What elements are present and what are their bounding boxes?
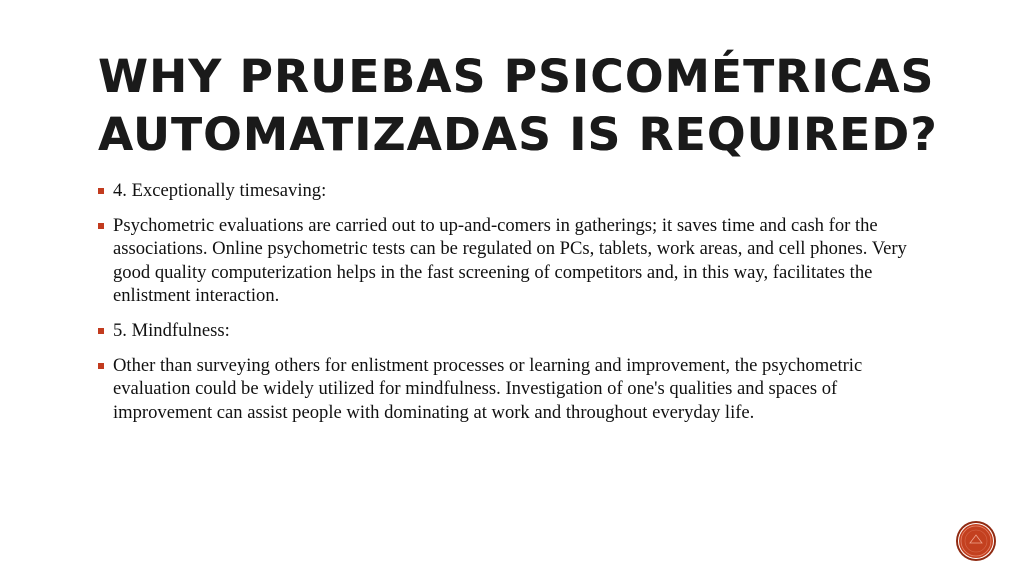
square-bullet-icon — [98, 223, 104, 229]
square-bullet-icon — [98, 188, 104, 194]
bullet-text: Other than surveying others for enlistment processes or learning and improvement, the psychometric evaluation could be widely utilized for mindfulness. Investigation of one's qualities and spaces of improvement can assist people with dominating at work and throughout everyday life. — [113, 355, 863, 423]
bullet-text: Psychometric evaluations are carried out to up-and-comers in gatherings; it saves time and cash for the associations. Online psychometric tests can be regulated on PCs, tablets, work areas, and cell phones. Very good quality computerization helps in the fast screening of competitors and, in this way, facilitates the enlistment interaction. — [113, 215, 907, 306]
bullet-item — [97, 179, 927, 202]
bullet-text: 4. Exceptionally timesaving: — [113, 180, 327, 201]
square-bullet-icon — [98, 363, 104, 369]
bullet-item — [97, 354, 927, 424]
circle-logo-icon — [958, 523, 994, 559]
slide-title — [98, 48, 978, 164]
bullet-list — [97, 179, 927, 436]
title-line-1: WHY PRUEBAS PSICOMÉTRICAS — [98, 50, 935, 103]
bullet-item — [97, 319, 927, 342]
title-line-2: AUTOMATIZADAS IS REQUIRED? — [98, 108, 938, 161]
bullet-item — [97, 214, 927, 307]
bullet-text: 5. Mindfulness: — [113, 320, 230, 342]
square-bullet-icon — [98, 328, 104, 334]
